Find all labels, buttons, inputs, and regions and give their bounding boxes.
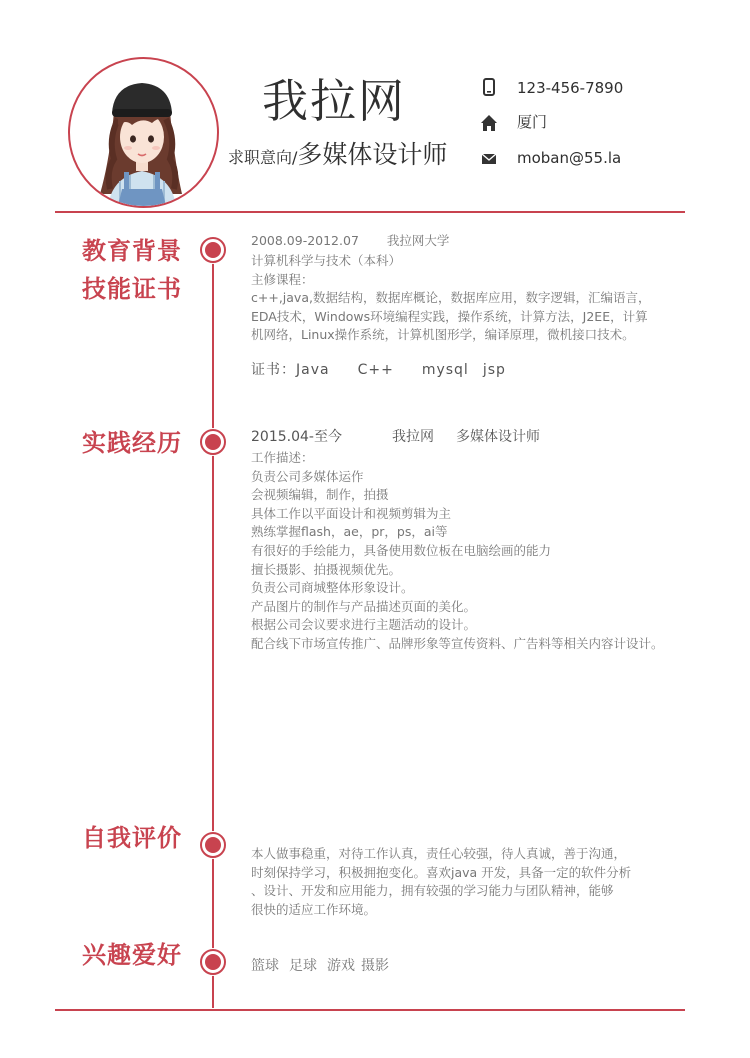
practice-desc-line: 配合线下市场宣传推广、品牌形象等宣传资料、广告料等相关内容计设计。 <box>251 635 664 651</box>
practice-desc-line: 有很好的手绘能力，具备使用数位板在电脑绘画的能力 <box>251 542 552 558</box>
education-major: 计算机科学与技术（本科） <box>251 253 402 268</box>
certificates <box>251 360 506 380</box>
section-title-self-eval: 自我评价 <box>82 824 182 852</box>
courses-line: EDA技术，Windows环境编程实践，操作系统，计算方法，J2EE，计算 <box>251 308 648 324</box>
avatar <box>68 57 219 208</box>
footer-divider <box>55 1009 685 1011</box>
hobby-item: 足球 <box>289 958 317 974</box>
practice-period: 2015.04-至今 <box>251 429 342 445</box>
practice-desc-line: 负责公司多媒体运作 <box>251 468 364 484</box>
avatar-illustration <box>70 59 217 206</box>
contact-email: moban@55.la <box>517 149 622 167</box>
self-eval-line: 本人做事稳重，对待工作认真，责任心较强，待人真诚，善于沟通， <box>251 846 627 861</box>
contact-location: 厦门 <box>517 113 548 131</box>
timeline-dot <box>199 831 227 859</box>
contact-phone: 123-456-7890 <box>517 79 624 97</box>
practice-desc-line: 负责公司商城整体形象设计。 <box>251 580 414 596</box>
job-intent <box>228 138 447 175</box>
mail-icon <box>480 150 498 168</box>
section-title-skills: 技能证书 <box>82 275 182 303</box>
self-eval-line: 很快的适应工作环境。 <box>251 901 377 917</box>
practice-desc-line: 会视频编辑，制作，拍摄 <box>251 487 389 503</box>
cert-item: jsp <box>482 362 506 378</box>
phone-icon <box>480 78 498 96</box>
section-title-education: 教育背景 <box>82 237 182 265</box>
education-header <box>251 232 449 251</box>
self-eval-text <box>251 845 631 919</box>
section-title-practice: 实践经历 <box>82 429 182 457</box>
education-period: 2008.09-2012.07 <box>251 233 359 248</box>
practice-desc-line: 根据公司会议要求进行主题活动的设计。 <box>251 617 477 633</box>
education-details <box>251 252 650 345</box>
practice-position: 多媒体设计师 <box>455 429 540 445</box>
practice-desc-line: 产品图片的制作与产品描述页面的美化。 <box>251 598 477 614</box>
practice-header <box>251 427 540 447</box>
home-icon <box>480 114 498 132</box>
cert-label: 证书： <box>251 362 296 378</box>
hobby-item: 摄影 <box>361 958 389 974</box>
cert-item: Java <box>296 362 330 378</box>
self-eval-line: 时刻保持学习，积极拥抱变化。喜欢java 开发，具备一定的软件分析 <box>251 864 632 880</box>
timeline-dot <box>199 948 227 976</box>
practice-company: 我拉网 <box>391 429 434 445</box>
self-eval-line: 、设计、开发和应用能力，拥有较强的学习能力与团队精神，能够 <box>251 883 614 899</box>
job-intent-label: 求职意向/ <box>228 148 298 167</box>
cert-item: C++ <box>357 362 394 378</box>
courses-line: 机网络，Linux操作系统，计算机图形学，编译原理，微机接口技术。 <box>251 327 635 343</box>
practice-description <box>251 449 664 654</box>
hobbies-list <box>251 956 389 976</box>
header-divider <box>55 211 685 213</box>
courses-label: 主修课程： <box>251 271 314 287</box>
timeline-dot <box>199 428 227 456</box>
practice-desc-line: 具体工作以平面设计和视频剪辑为主 <box>251 505 452 521</box>
hobby-item: 篮球 <box>251 958 279 974</box>
practice-desc-line: 擅长摄影、拍摄视频优先。 <box>251 561 402 577</box>
practice-desc-line: 熟练掌握flash，ae，pr，ps，ai等 <box>251 524 448 540</box>
education-school: 我拉网大学 <box>386 233 450 248</box>
practice-desc-label: 工作描述： <box>251 450 314 465</box>
job-intent-value: 多媒体设计师 <box>297 140 448 169</box>
hobby-item: 游戏 <box>327 958 355 974</box>
section-title-hobbies: 兴趣爱好 <box>82 941 182 969</box>
courses-line: c++,java,数据结构，数据库概论，数据库应用，数字逻辑，汇编语言， <box>251 290 651 306</box>
page-title: 我拉网 <box>262 74 406 128</box>
timeline-line <box>212 244 214 1008</box>
cert-item: mysql <box>421 362 469 378</box>
timeline-dot <box>199 236 227 264</box>
